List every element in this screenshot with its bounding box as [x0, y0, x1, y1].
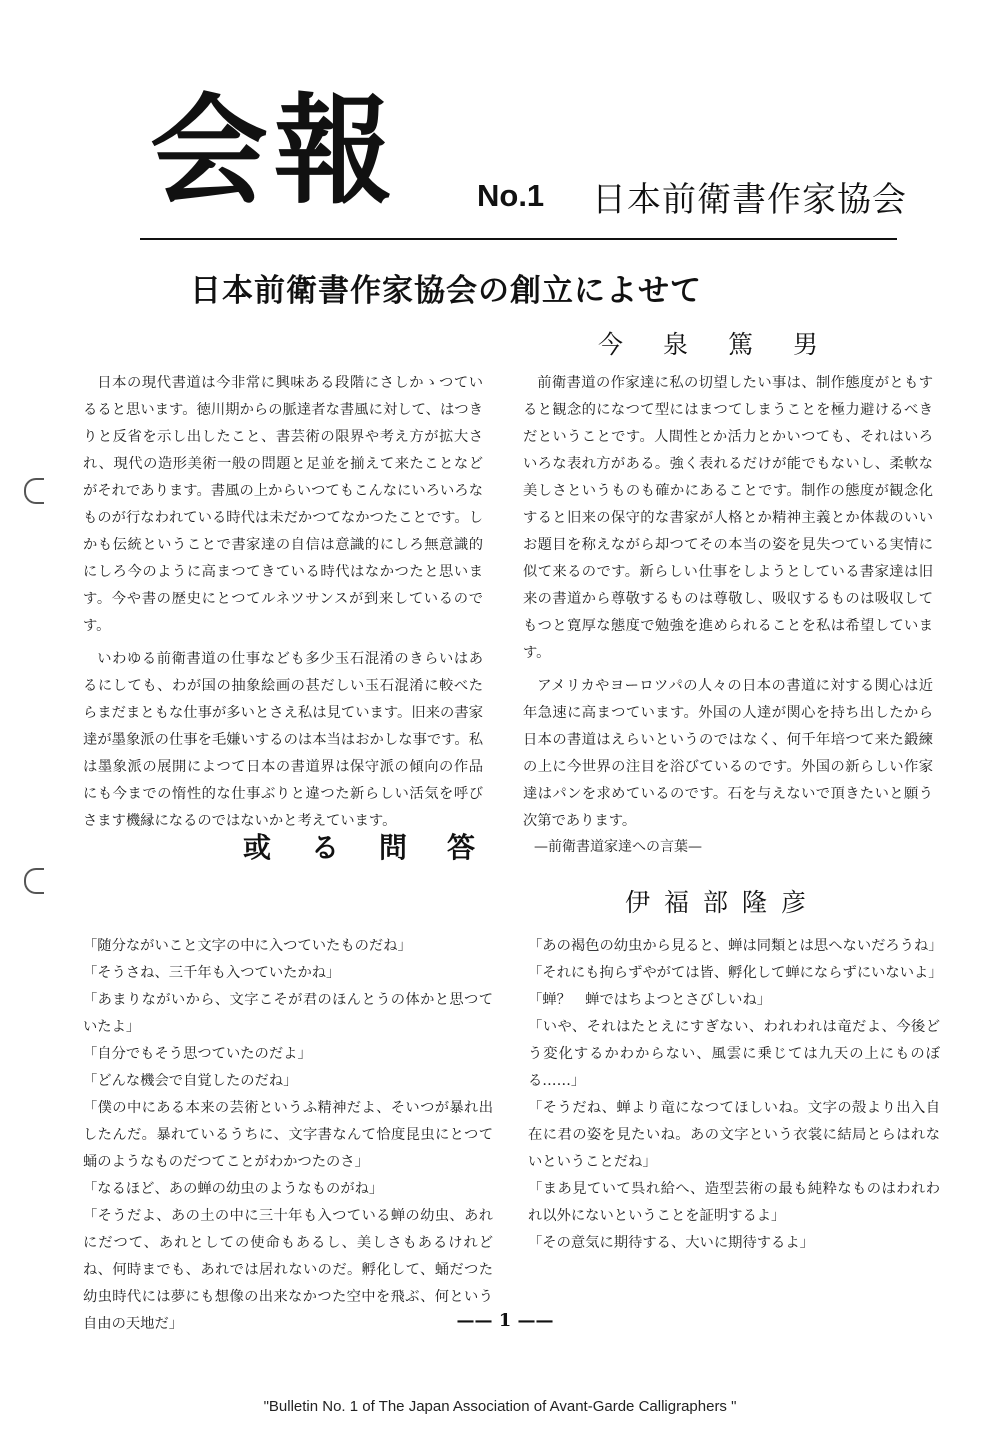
article-headline: 日本前衛書作家協会の創立によせて — [190, 273, 702, 309]
masthead-title: 会報 — [150, 82, 399, 220]
issue-number: No.1 — [477, 178, 545, 213]
dialogue-left-column — [83, 933, 493, 1338]
association-name: 日本前衛書作家協会 — [592, 180, 907, 220]
article-paragraph: いわゆる前衛書道の仕事なども多少玉石混淆のきらいはあるにしても、わが国の抽象絵画の甚だしい玉石混淆に較べたらまだまともな仕事が多いとさえ私は見ています。旧来の書家達が墨象派の仕事を毛嫌いするのは本当はおかしな事です。私は墨象派の展開によつて日本の書道界は保守派の傾向の作品にも今までの惰性的な仕事ぶりと違つた新らしい活気を呼びさます機縁になるのではないかと考えています。 — [83, 651, 483, 829]
punch-hole-mark — [24, 868, 44, 894]
dialogue-line: 「そうだよ、あの土の中に三十年も入つている蝉の幼虫、あれにだつて、あれとしての使命もあるし、美しさもあるけれどね、何時までも、あれでは居れないのだ。孵化して、蛹だつた幼虫時代には夢にも想像の出来なかつた空中を飛ぶ、何という自由の天地だ」 — [83, 1208, 493, 1332]
article-paragraph: 前衛書道の作家達に私の切望したい事は、制作態度がともすると観念的になつて型にはまつてしまうことを極力避けるべきだということです。人間性とか活力とかいつても、それはいろいろな表れ方がある。強く表れるだけが能でもないし、柔軟な美しさというものも確かにあることです。制作の態度が観念化すると旧来の保守的な書家が人格とか精神主義とか体裁のいいお題目を称えながら却つてその本当の姿を見失つている実情に似て来るのです。新らしい仕事をしようとしている書家達は旧来の書道から尊敬するものは尊敬し、吸収するものは吸収してもつと寛厚な態度で勉強を進められることを私は希望しています。 — [523, 375, 933, 661]
masthead-rule — [140, 238, 897, 240]
dialogue-line: 「まあ見ていて呉れ給へ、造型芸術の最も純粋なものはわれわれ以外にないということを証明するよ」 — [528, 1181, 940, 1224]
dialogue-line: 「そうさね、三千年も入つていたかね」 — [83, 965, 341, 981]
punch-hole-mark — [24, 478, 44, 504]
dialogue-line: 「蝉？ 蝉ではちよつとさびしいね」 — [528, 992, 772, 1008]
dialogue-line: 「それにも拘らずやがては皆、孵化して蝉にならずにいないよ」 — [528, 965, 943, 981]
dialogue-line: 「いや、それはたとえにすぎない、われわれは竜だよ、今後どう変化するかわからない、風雲に乗じては九天の上にものぼる……」 — [528, 1019, 940, 1089]
article-paragraph: 日本の現代書道は今非常に興味ある段階にさしかゝつているると思います。徳川期からの脈達者な書風に対して、はつきりと反省を示し出したこと、書芸術の限界や考え方が拡大され、現代の造形美術一般の問題と足並を揃えて来たことなどがそれであります。書風の上からいつてもこんなにいろいろなものが行なわれている時代は未だかつてなかつたことです。しかも伝統ということで書家達の自信は意識的にしろ無意識的にしろ今のように高まつてきている時代はなかつたと思います。今や書の歴史にとつてルネツサンスが到来しているのです。 — [83, 375, 483, 634]
dialogue-subtitle: —前衛書道家達への言葉— — [534, 839, 702, 855]
dialogue-line: 「どんな機会で自覚したのだね」 — [83, 1073, 298, 1089]
page-number: —— 1 —— — [456, 1310, 554, 1331]
dialogue-author: 伊福部隆彦 — [625, 888, 821, 917]
dialogue-line: 「僕の中にある本来の芸術というふ精神だよ、そいつが暴れ出したんだ。暴れているうちに、文字書なんて恰度昆虫にとつて蛹のようなものだつてことがわかつたのさ」 — [83, 1100, 493, 1170]
dialogue-line: 「あまりながいから、文字こそが君のほんとうの体かと思つていたよ」 — [83, 992, 493, 1035]
article-right-column — [523, 370, 933, 841]
dialogue-title: 或る問答 — [243, 831, 516, 864]
article-paragraph: アメリカやヨーロツパの人々の日本の書道に対する関心は近年急速に高まつています。外国の人達が関心を持ち出したから日本の書道はえらいというのではなく、何千年培つて来た鍛練の上に今世界の注目を浴びているのです。外国の新らしい作家達はパンを求めているのです。石を与えないで頂きたいと願う次第であります。 — [523, 678, 933, 829]
dialogue-line: 「その意気に期待する、大いに期待するよ」 — [528, 1235, 814, 1251]
dialogue-right-column — [528, 933, 943, 1257]
article-author: 今泉篤男 — [598, 330, 859, 359]
dialogue-line: 「そうだね、蝉より竜になつてほしいね。文字の殻より出入自在に君の姿を見たいね。あの文字という衣裳に結局とらはれないということだね」 — [528, 1100, 940, 1170]
dialogue-line: 「自分でもそう思つていたのだよ」 — [83, 1046, 312, 1062]
article-left-column — [83, 370, 483, 841]
dialogue-line: 「随分ながいこと文字の中に入つていたものだね」 — [83, 938, 412, 954]
dialogue-line: 「あの褐色の幼虫から見ると、蝉は同類とは思へないだろうね」 — [528, 938, 943, 954]
english-caption: "Bulletin No. 1 of The Japan Association of Avant-Garde Calligraphers " — [263, 1398, 737, 1415]
dialogue-line: 「なるほど、あの蝉の幼虫のようなものがね」 — [83, 1181, 384, 1197]
